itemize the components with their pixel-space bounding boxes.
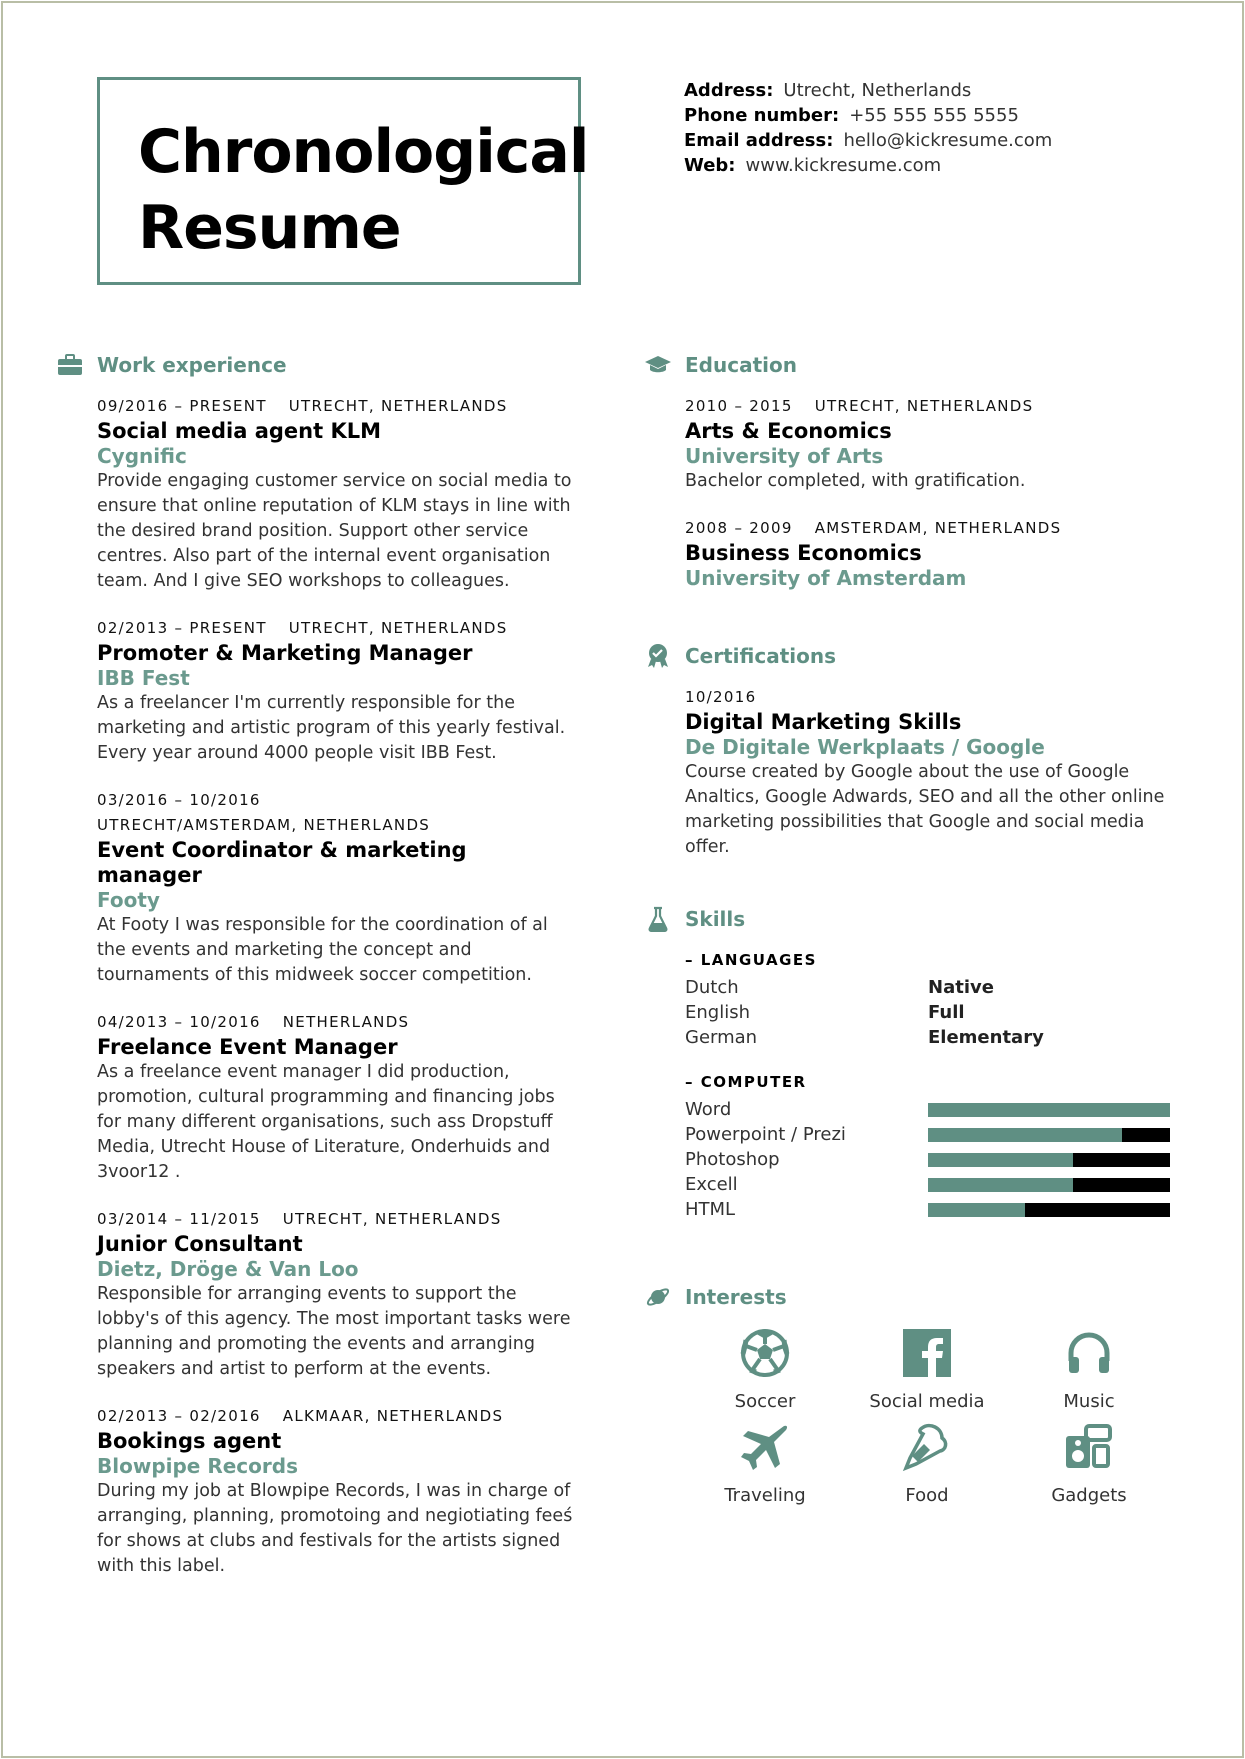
certification-entry: 10/2016 Digital Marketing Skills De Digitale Werkplaats / Google Course created by Google about the use of Google Analtics, Google Adwards, SEO and all the other online marketing possibilities that Google and social media offer.	[644, 685, 1184, 860]
work-entry: 09/2016 – PRESENT UTRECHT, NETHERLANDS Social media agent KLM Cygnific Provide engaging customer service on social media to ensure that online reputation of KLM stays in line with the desired brand position. Support other service centres. Also part of the internal event organisation team. And I give SEO workshops to colleagues.	[56, 394, 576, 594]
education-header	[644, 350, 1184, 380]
interests-title: Interests	[685, 1285, 787, 1309]
facebook-icon	[900, 1326, 954, 1380]
interest-traveling: Traveling	[684, 1420, 846, 1508]
language-row: English Full	[685, 1002, 965, 1023]
certifications-header	[644, 641, 1184, 671]
interest-soccer: Soccer	[684, 1326, 846, 1414]
skill-bar	[928, 1203, 1170, 1217]
work-experience-header	[56, 350, 576, 380]
degree-title: Business Economics	[685, 541, 922, 565]
skills-header	[644, 904, 1184, 934]
work-entry: 03/2016 – 10/2016 UTRECHT/AMSTERDAM, NETHERLANDS Event Coordinator & marketing manager Footy At Footy I was responsible for the coordination of al the events and marketing the concept and tournaments of this midweek soccer competition.	[56, 788, 576, 988]
certification-title: Digital Marketing Skills	[685, 710, 962, 734]
planet-icon	[644, 1283, 672, 1311]
company-name: Blowpipe Records	[97, 1454, 298, 1478]
job-description: Responsible for arranging events to support the lobby's of this agency. The most important tasks were planning and promoting the events and arranging speakers and artist to perform at the events.	[97, 1284, 571, 1379]
company-name: IBB Fest	[97, 666, 190, 690]
job-title: Promoter & Marketing Manager	[97, 641, 473, 665]
computer-skill-row: HTML	[644, 1197, 1184, 1222]
language-row: Dutch Native	[685, 977, 994, 998]
job-title: Social media agent KLM	[97, 419, 382, 443]
language-row: German Elementary	[685, 1027, 1044, 1048]
skills-title: Skills	[685, 907, 746, 931]
job-description: During my job at Blowpipe Records, I was in charge of arranging, planning, promotoing and negiotiating feeś for shows at clubs and festivals for the artists signed with this label.	[97, 1481, 573, 1576]
work-entry: 04/2013 – 10/2016 NETHERLANDS Freelance Event Manager As a freelance event manager I did production, promotion, cultural programming and financing jobs for many different organisations, such ass Dropstuff Media, Utrecht House of Literature, Onderhuids and 3voor12 .	[56, 1010, 576, 1185]
job-description: At Footy I was responsible for the coordination of al the events and marketing the concept and tournaments of this midweek soccer competition.	[97, 915, 548, 985]
ice-cream-icon	[900, 1420, 954, 1474]
work-entry: 02/2013 – PRESENT UTRECHT, NETHERLANDS Promoter & Marketing Manager IBB Fest As a freelancer I'm currently responsible for the marketing and artistic program of this yearly festival. Every year around 4000 people visit IBB Fest.	[56, 616, 576, 766]
degree-title: Arts & Economics	[685, 419, 892, 443]
job-title: Event Coordinator & marketing manager	[97, 838, 467, 887]
interest-gadgets: Gadgets	[1008, 1420, 1170, 1508]
company-name: Dietz, Dröge & Van Loo	[97, 1257, 359, 1281]
computer-skill-row: Photoshop	[644, 1147, 1184, 1172]
certifications-title: Certifications	[685, 644, 836, 668]
headphones-icon	[1062, 1326, 1116, 1380]
gadgets-icon	[1062, 1420, 1116, 1474]
work-entry: 03/2014 – 11/2015 UTRECHT, NETHERLANDS Junior Consultant Dietz, Dröge & Van Loo Responsible for arranging events to support the lobby's of this agency. The most important tasks were planning and promoting the events and arranging speakers and artist to perform at the events.	[56, 1207, 576, 1382]
graduation-cap-icon	[644, 351, 672, 379]
award-icon	[644, 642, 672, 670]
title-line-1: Chronological	[138, 117, 589, 187]
contact-web[interactable]: Web: www.kickresume.com	[684, 155, 942, 176]
computer-skill-row: Excell	[644, 1172, 1184, 1197]
job-title: Junior Consultant	[97, 1232, 303, 1256]
interest-social-media: Social media	[846, 1326, 1008, 1414]
contact-email[interactable]: Email address: hello@kickresume.com	[684, 130, 1053, 151]
computer-subheading: – COMPUTER	[685, 1073, 807, 1091]
contact-block	[684, 78, 1052, 178]
interests-header	[644, 1282, 1184, 1312]
school-name: University of Amsterdam	[685, 566, 967, 590]
company-name: Cygnific	[97, 444, 187, 468]
soccer-ball-icon	[738, 1326, 792, 1380]
page-title	[138, 114, 589, 266]
work-entry: 02/2013 – 02/2016 ALKMAAR, NETHERLANDS Bookings agent Blowpipe Records During my job at Blowpipe Records, I was in charge of arranging, planning, promotoing and negiotiating feeś for shows at clubs and festivals for the artists signed with this label.	[56, 1404, 576, 1579]
work-experience-title: Work experience	[97, 353, 287, 377]
job-description: As a freelancer I'm currently responsible for the marketing and artistic program of this yearly festival. Every year around 4000 people visit IBB Fest.	[97, 693, 566, 763]
languages-subheading: – LANGUAGES	[685, 951, 817, 969]
job-description: As a freelance event manager I did production, promotion, cultural programming and financing jobs for many different organisations, such ass Dropstuff Media, Utrecht House of Literature, Onderhuids and 3voor12 .	[97, 1062, 555, 1182]
skill-bar	[928, 1103, 1170, 1117]
airplane-icon	[738, 1420, 792, 1474]
job-title: Freelance Event Manager	[97, 1035, 398, 1059]
job-title: Bookings agent	[97, 1429, 282, 1453]
education-entry: 2008 – 2009 AMSTERDAM, NETHERLANDS Business Economics University of Amsterdam	[644, 516, 1184, 591]
computer-skill-row: Word	[644, 1097, 1184, 1122]
certification-issuer: De Digitale Werkplaats / Google	[685, 735, 1045, 759]
job-description: Provide engaging customer service on social media to ensure that online reputation of KLM stays in line with the desired brand position. Support other service centres. Also part of the internal event organisation team. And I give SEO workshops to colleagues.	[97, 471, 572, 591]
computer-skill-row: Powerpoint / Prezi	[644, 1122, 1184, 1147]
title-line-2: Resume	[138, 193, 401, 263]
interest-music: Music	[1008, 1326, 1170, 1414]
left-column	[56, 350, 576, 1601]
briefcase-icon	[56, 351, 84, 379]
interest-food: Food	[846, 1420, 1008, 1508]
title-box	[97, 77, 589, 285]
skill-bar	[928, 1153, 1170, 1167]
interests-grid	[644, 1326, 1184, 1508]
skill-bar	[928, 1178, 1170, 1192]
education-description: Bachelor completed, with gratification.	[685, 471, 1026, 491]
flask-icon	[644, 905, 672, 933]
skill-bar	[928, 1128, 1170, 1142]
certification-description: Course created by Google about the use of Google Analtics, Google Adwards, SEO and all the other online marketing possibilities that Google and social media offer.	[685, 762, 1165, 857]
contact-phone: Phone number: +55 555 555 5555	[684, 105, 1019, 126]
education-title: Education	[685, 353, 797, 377]
company-name: Footy	[97, 888, 160, 912]
contact-address: Address: Utrecht, Netherlands	[684, 80, 972, 101]
right-column	[644, 350, 1184, 1508]
education-entry: 2010 – 2015 UTRECHT, NETHERLANDS Arts & Economics University of Arts Bachelor completed, with gratification.	[644, 394, 1184, 494]
school-name: University of Arts	[685, 444, 884, 468]
